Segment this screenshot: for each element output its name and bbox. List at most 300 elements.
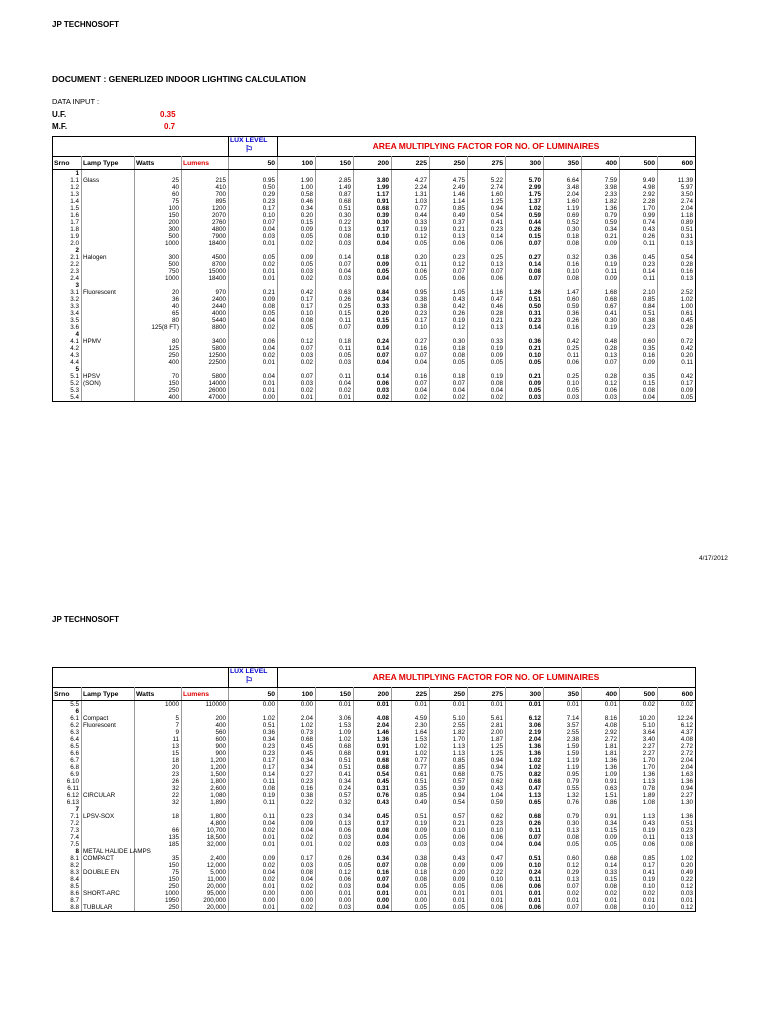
- table-cell: 0.02: [229, 352, 278, 359]
- table-cell: 0.63: [582, 785, 620, 792]
- table-cell: 0.07: [354, 862, 392, 869]
- table-cell: 0.05: [506, 387, 544, 394]
- table-cell: 2.85: [316, 177, 354, 184]
- table-cell: 0.59: [468, 799, 506, 806]
- table-cell: 0.02: [229, 827, 278, 834]
- table-cell: 3.80: [354, 177, 392, 184]
- table-cell: 0.05: [582, 841, 620, 848]
- table-cell: 0.13: [468, 261, 506, 268]
- table-cell: 0.04: [354, 883, 392, 890]
- table-cell: 0.11: [506, 827, 544, 834]
- table-cell: 1.89: [620, 792, 658, 799]
- table-cell: 0.77: [392, 205, 430, 212]
- table-cell: 6.5: [53, 743, 82, 750]
- table-cell: 18400: [182, 275, 229, 282]
- table-cell: 3.64: [620, 729, 658, 736]
- table-cell: 0.19: [468, 373, 506, 380]
- table-cell: 20: [135, 764, 182, 771]
- table-cell: 0.17: [278, 855, 316, 862]
- table-cell: 0.05: [316, 352, 354, 359]
- table-cell: 0.17: [229, 205, 278, 212]
- table-cell: 0.07: [506, 275, 544, 282]
- lux-column-350: 350: [544, 688, 582, 701]
- table-cell: 22: [135, 792, 182, 799]
- table-cell: 3.57: [544, 722, 582, 729]
- table-cell: 0.09: [582, 240, 620, 247]
- table-cell: 2.28: [620, 198, 658, 205]
- table-cell: [82, 701, 135, 709]
- table-cell: [82, 198, 135, 205]
- table-cell: 0.00: [229, 394, 278, 402]
- table-cell: 0.07: [544, 883, 582, 890]
- table-cell: 0.24: [316, 785, 354, 792]
- table-cell: 60: [135, 191, 182, 198]
- table-cell: 0.03: [278, 862, 316, 869]
- table-cell: [620, 848, 658, 855]
- table-cell: 11,000: [182, 876, 229, 883]
- table-cell: [82, 757, 135, 764]
- table-cell: 0.19: [620, 876, 658, 883]
- table-cell: 300: [135, 226, 182, 233]
- table-cell: 0.47: [468, 855, 506, 862]
- table-cell: 1.68: [582, 289, 620, 296]
- table-cell: 0.23: [392, 310, 430, 317]
- table-cell: 0.11: [316, 373, 354, 380]
- table-cell: 3.4: [53, 310, 82, 317]
- table-cell: 0.33: [582, 869, 620, 876]
- table-cell: 1.02: [658, 296, 696, 303]
- table-cell: 0.05: [468, 359, 506, 366]
- table-cell: 0.01: [229, 387, 278, 394]
- table-row: [53, 771, 696, 778]
- table-cell: 2,600: [182, 785, 229, 792]
- table-cell: 2.55: [544, 729, 582, 736]
- table-cell: 0.68: [506, 813, 544, 820]
- table-cell: 0.28: [582, 345, 620, 352]
- table-cell: 0.08: [582, 883, 620, 890]
- table-cell: 0.17: [278, 303, 316, 310]
- table-cell: 1,500: [182, 771, 229, 778]
- table-cell: 1.00: [658, 303, 696, 310]
- table-cell: 6.13: [53, 799, 82, 806]
- table-cell: 0.17: [229, 757, 278, 764]
- table-cell: [620, 282, 658, 289]
- table-cell: 0.01: [229, 834, 278, 841]
- table-cell: 0.09: [430, 862, 468, 869]
- table-cell: 2.74: [468, 184, 506, 191]
- table-cell: 0.00: [354, 897, 392, 904]
- table-cell: 0.68: [316, 743, 354, 750]
- table-cell: 2.30: [392, 722, 430, 729]
- table-row: [53, 750, 696, 757]
- table-cell: 0.01: [582, 897, 620, 904]
- table-cell: 0.27: [278, 771, 316, 778]
- table-cell: 0.57: [316, 792, 354, 799]
- table-cell: 1.70: [430, 736, 468, 743]
- table-cell: [82, 359, 135, 366]
- table-cell: [316, 170, 354, 178]
- table-cell: 2.0: [53, 240, 82, 247]
- table-cell: 0.00: [229, 890, 278, 897]
- table-cell: 0.06: [316, 876, 354, 883]
- table-cell: [430, 708, 468, 715]
- table-cell: 400: [135, 359, 182, 366]
- table-cell: 0.51: [316, 757, 354, 764]
- table-cell: 0.38: [278, 792, 316, 799]
- table-cell: [392, 806, 430, 813]
- table-cell: 7.1: [53, 813, 82, 820]
- table-cell: 0.18: [392, 869, 430, 876]
- table-cell: 0.06: [316, 827, 354, 834]
- table-cell: 0.09: [354, 324, 392, 331]
- table-cell: 0.36: [582, 254, 620, 261]
- table-cell: 0.19: [620, 827, 658, 834]
- table-cell: [229, 170, 278, 178]
- table-cell: [620, 247, 658, 254]
- table-cell: 0.13: [544, 876, 582, 883]
- table-cell: 3: [53, 282, 82, 289]
- table-cell: DOUBLE EN: [82, 869, 135, 876]
- header-spacer: [182, 668, 229, 688]
- lux-column-400: 400: [582, 157, 620, 170]
- table-cell: [544, 366, 582, 373]
- table-cell: 0.04: [354, 240, 392, 247]
- table-cell: 4800: [182, 226, 229, 233]
- table-cell: 0.06: [544, 359, 582, 366]
- table-cell: 0.10: [354, 233, 392, 240]
- table-row: [53, 219, 696, 226]
- table-cell: 0.06: [468, 240, 506, 247]
- table-cell: 0.01: [430, 890, 468, 897]
- table-cell: 0.07: [468, 268, 506, 275]
- table-cell: [506, 170, 544, 178]
- table-cell: 0.09: [278, 820, 316, 827]
- table-cell: 66: [135, 827, 182, 834]
- table-cell: 0.54: [354, 771, 392, 778]
- table-cell: [182, 806, 229, 813]
- table-cell: 0.00: [229, 897, 278, 904]
- table-cell: 2070: [182, 212, 229, 219]
- table-cell: 1,200: [182, 764, 229, 771]
- table-cell: 0.02: [229, 876, 278, 883]
- table-cell: 0.06: [468, 275, 506, 282]
- table-cell: 0.08: [278, 317, 316, 324]
- table-cell: 400: [182, 722, 229, 729]
- table-cell: 0.18: [544, 233, 582, 240]
- table-cell: 3.5: [53, 317, 82, 324]
- table-cell: 0.07: [392, 380, 430, 387]
- table-cell: 6.11: [53, 785, 82, 792]
- table-cell: [430, 366, 468, 373]
- table-cell: 1.13: [620, 813, 658, 820]
- table-cell: 0.36: [506, 338, 544, 345]
- table-cell: [620, 331, 658, 338]
- table-cell: [506, 282, 544, 289]
- table-cell: 5800: [182, 345, 229, 352]
- table-cell: 8.1: [53, 855, 82, 862]
- table-cell: 4.3: [53, 352, 82, 359]
- table-cell: 1.3: [53, 191, 82, 198]
- table-cell: 9: [135, 729, 182, 736]
- table-cell: 6.6: [53, 750, 82, 757]
- table-cell: 0.06: [430, 834, 468, 841]
- table-cell: [182, 170, 229, 178]
- table-cell: 0.08: [544, 275, 582, 282]
- table-cell: [430, 170, 468, 178]
- table-cell: 0.02: [582, 890, 620, 897]
- table-cell: 5.5: [53, 701, 82, 709]
- table-cell: [620, 806, 658, 813]
- table-cell: [658, 848, 696, 855]
- table-cell: 0.23: [506, 317, 544, 324]
- table-cell: 0.09: [506, 380, 544, 387]
- table-cell: [506, 848, 544, 855]
- table-cell: 1.02: [278, 722, 316, 729]
- table-cell: 25: [135, 177, 182, 184]
- table-cell: 0.23: [229, 750, 278, 757]
- table-cell: 0.09: [278, 226, 316, 233]
- table-cell: 0.14: [506, 324, 544, 331]
- table-cell: 1.00: [278, 184, 316, 191]
- table-cell: 2.04: [658, 757, 696, 764]
- table-cell: [82, 366, 135, 373]
- table-cell: [278, 247, 316, 254]
- table-row: [53, 191, 696, 198]
- table-cell: 0.85: [620, 855, 658, 862]
- table-cell: 0.34: [354, 296, 392, 303]
- table-cell: [82, 841, 135, 848]
- table-cell: 0.10: [544, 380, 582, 387]
- table-row: [53, 778, 696, 785]
- table-cell: [430, 806, 468, 813]
- table-cell: [392, 366, 430, 373]
- table-cell: 2.72: [658, 743, 696, 750]
- table-cell: 0.06: [582, 387, 620, 394]
- table-cell: 0.20: [354, 310, 392, 317]
- table-cell: 2.04: [354, 722, 392, 729]
- table-cell: 1.4: [53, 198, 82, 205]
- table-cell: 0.42: [278, 289, 316, 296]
- table-cell: [82, 876, 135, 883]
- lux-column-300: 300: [506, 688, 544, 701]
- table-cell: 0.16: [658, 268, 696, 275]
- table-row: [53, 764, 696, 771]
- lamp-type-header: Lamp Type: [82, 688, 135, 701]
- table-cell: 1.02: [392, 750, 430, 757]
- table-cell: 0.35: [392, 785, 430, 792]
- table-cell: 6.4: [53, 736, 82, 743]
- table-cell: [229, 331, 278, 338]
- lux-column-600: 600: [658, 157, 696, 170]
- table-row: [53, 834, 696, 841]
- table-cell: 0.04: [392, 359, 430, 366]
- table-cell: 2.1: [53, 254, 82, 261]
- table-cell: 0.01: [229, 240, 278, 247]
- lux-column-250: 250: [430, 157, 468, 170]
- table-cell: 5: [53, 366, 82, 373]
- table-cell: [468, 806, 506, 813]
- table-row: [53, 869, 696, 876]
- table-cell: 0.02: [278, 834, 316, 841]
- table-cell: 0.28: [468, 310, 506, 317]
- table-cell: 0.45: [278, 743, 316, 750]
- table-cell: [82, 387, 135, 394]
- table-cell: 0.03: [316, 275, 354, 282]
- table-cell: 0.07: [506, 240, 544, 247]
- table-cell: [82, 205, 135, 212]
- table-cell: 0.15: [354, 317, 392, 324]
- table-cell: [658, 708, 696, 715]
- table-cell: 0.48: [582, 338, 620, 345]
- table-cell: [182, 848, 229, 855]
- table-cell: [468, 282, 506, 289]
- table-cell: 0.22: [658, 876, 696, 883]
- table-cell: 1.09: [582, 771, 620, 778]
- table-cell: [658, 806, 696, 813]
- table-cell: 0.09: [582, 834, 620, 841]
- table-cell: [354, 848, 392, 855]
- table-cell: 1.02: [506, 205, 544, 212]
- table-cell: 0.14: [468, 233, 506, 240]
- lux-column-500: 500: [620, 157, 658, 170]
- table-cell: 0.94: [658, 785, 696, 792]
- table-cell: [582, 366, 620, 373]
- table-cell: 75: [135, 198, 182, 205]
- table-cell: 0.85: [430, 757, 468, 764]
- table-cell: 0.30: [544, 226, 582, 233]
- table-cell: 2.04: [506, 736, 544, 743]
- table-cell: 4.4: [53, 359, 82, 366]
- table-cell: 1.32: [544, 792, 582, 799]
- table-cell: 0.34: [229, 736, 278, 743]
- table-cell: 0.08: [658, 841, 696, 848]
- table-cell: 0.07: [430, 268, 468, 275]
- table-cell: [582, 848, 620, 855]
- table-cell: 1.25: [468, 198, 506, 205]
- table-cell: 0.11: [658, 359, 696, 366]
- table-cell: 7: [135, 722, 182, 729]
- table-cell: 0.43: [620, 820, 658, 827]
- table-cell: 0.15: [278, 219, 316, 226]
- table-cell: 0.11: [316, 345, 354, 352]
- table-cell: 0.68: [316, 198, 354, 205]
- table-cell: 5.10: [430, 715, 468, 722]
- table-cell: 0.04: [354, 359, 392, 366]
- table-cell: [82, 296, 135, 303]
- table-cell: 0.62: [468, 813, 506, 820]
- table-cell: 0.13: [316, 820, 354, 827]
- table-cell: 0.09: [392, 827, 430, 834]
- table-cell: [82, 268, 135, 275]
- table-cell: 0.02: [354, 394, 392, 402]
- table-cell: 0.25: [544, 345, 582, 352]
- table-cell: 0.11: [229, 813, 278, 820]
- table-cell: 200: [135, 219, 182, 226]
- table-cell: 0.11: [620, 275, 658, 282]
- table-cell: 0.61: [658, 310, 696, 317]
- table-cell: 0.15: [316, 310, 354, 317]
- table-cell: 1,800: [182, 813, 229, 820]
- table-cell: 1.99: [354, 184, 392, 191]
- table-cell: 0.23: [620, 324, 658, 331]
- table-cell: 0.26: [544, 317, 582, 324]
- table-cell: 0.01: [229, 883, 278, 890]
- table-cell: 1.9: [53, 233, 82, 240]
- table-cell: 0.02: [278, 904, 316, 912]
- table-cell: [135, 170, 182, 178]
- table-cell: 1.25: [468, 743, 506, 750]
- table-cell: 0.20: [278, 212, 316, 219]
- table-cell: 2: [53, 247, 82, 254]
- table-cell: [82, 184, 135, 191]
- table-cell: 1.53: [316, 722, 354, 729]
- table-cell: 6.9: [53, 771, 82, 778]
- table-cell: [182, 331, 229, 338]
- table-cell: 2.04: [278, 715, 316, 722]
- table-cell: [82, 729, 135, 736]
- table-cell: 0.08: [544, 240, 582, 247]
- table-cell: 0.26: [316, 855, 354, 862]
- table-cell: 1.82: [430, 729, 468, 736]
- table-cell: 1.60: [468, 191, 506, 198]
- table-cell: 5.1: [53, 373, 82, 380]
- table-cell: 65: [135, 310, 182, 317]
- table-cell: 1.70: [620, 205, 658, 212]
- table-cell: 0.04: [229, 869, 278, 876]
- table-cell: 0.31: [354, 785, 392, 792]
- table-cell: [316, 806, 354, 813]
- table-cell: 95,000: [182, 890, 229, 897]
- table-cell: 0.28: [658, 261, 696, 268]
- table-cell: 18: [135, 813, 182, 820]
- table-cell: 0.04: [392, 387, 430, 394]
- table-cell: 0.09: [468, 352, 506, 359]
- table-cell: [392, 708, 430, 715]
- table-cell: 1000: [135, 890, 182, 897]
- table-cell: 6.7: [53, 757, 82, 764]
- table-cell: [82, 820, 135, 827]
- table-cell: [82, 219, 135, 226]
- table-cell: 0.63: [316, 289, 354, 296]
- table-cell: 20: [135, 289, 182, 296]
- table-cell: 0.28: [658, 324, 696, 331]
- table-cell: 0.94: [468, 205, 506, 212]
- table-cell: 0.13: [582, 352, 620, 359]
- table-cell: 20,000: [182, 883, 229, 890]
- table-cell: 3400: [182, 338, 229, 345]
- table-cell: 0.01: [468, 897, 506, 904]
- table-cell: 0.25: [468, 254, 506, 261]
- table-cell: 0.11: [316, 317, 354, 324]
- table-cell: 0.44: [392, 212, 430, 219]
- table-cell: 0.10: [620, 904, 658, 912]
- table-cell: [82, 226, 135, 233]
- table-cell: 0.51: [316, 205, 354, 212]
- table-row: [53, 324, 696, 331]
- table-cell: 5,000: [182, 869, 229, 876]
- table-cell: 18400: [182, 240, 229, 247]
- table-cell: 0.11: [620, 240, 658, 247]
- table-cell: 0.57: [430, 813, 468, 820]
- table-cell: 3.1: [53, 289, 82, 296]
- table-cell: 1.60: [544, 198, 582, 205]
- table-row: [53, 233, 696, 240]
- table-cell: 1: [53, 170, 82, 178]
- table-cell: 0.10: [392, 324, 430, 331]
- table-cell: 1.02: [658, 855, 696, 862]
- table-cell: TUBULAR: [82, 904, 135, 912]
- table-cell: 0.07: [506, 834, 544, 841]
